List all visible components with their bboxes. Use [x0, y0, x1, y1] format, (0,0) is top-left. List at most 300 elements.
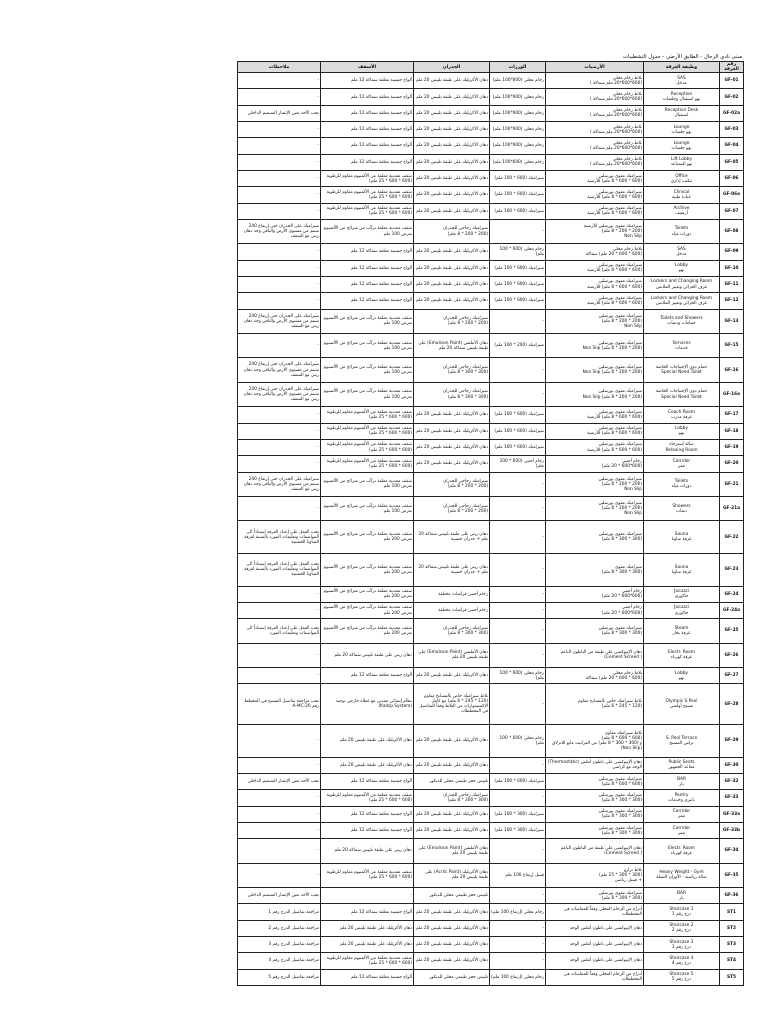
cell-room-function: Lobby بهو [644, 423, 720, 439]
cell-wall-finish: دهان الأكريليك على طبقة تلييس 20 ملم [414, 757, 490, 773]
cell-wall-finish: دهان الأكريليك على طبقة تلييس 20 ملم [414, 407, 490, 423]
cell-ceiling-finish: سقف معدنية معلقة من الألمنيوم مقاوم للرطوبة (600 * 600 * 25 ملم) [321, 423, 414, 439]
cell-ceiling-finish: سقف معدنية معلقة تركّب من شرائح من الألمنيوم بعرض 100 ملم [321, 358, 414, 382]
cell-room-code: GF-01 [720, 73, 744, 89]
cell-wall-finish: دهان الأكريليك على طبقة تلييس 20 ملم [414, 105, 490, 121]
cell-room-code: GF-16 [720, 358, 744, 382]
cell-notes: - [238, 293, 321, 309]
cell-wall-finish: سيراميك زجاجي للجدران (300 * 300 * 8 ملم) [414, 358, 490, 382]
cell-room-code: GF-15 [720, 333, 744, 357]
cell-ceiling-finish: ألواح جبسية معلقة سماكة 12 ملم [321, 774, 414, 790]
cell-room-code: GF-06 [720, 170, 744, 186]
cell-room-code: GF-18 [720, 423, 744, 439]
cell-wall-finish: دهان الأكريليك على طبقة تلييس 20 ملم [414, 73, 490, 89]
cell-notes: - [238, 757, 321, 773]
cell-notes: - [238, 863, 321, 887]
header-skirting: الوزرات [490, 62, 546, 73]
cell-skirting-finish: سيراميك (600 * 100 ملم) [490, 170, 546, 186]
cell-notes: مراجعة تفاصيل الدرج رقم 4 [238, 953, 321, 969]
table-row [238, 276, 744, 292]
cell-room-function: Lift Lobby بهو المصاعد [644, 154, 720, 170]
cell-room-function: Showers دشات [644, 496, 720, 520]
table-row [238, 863, 744, 887]
cell-ceiling-finish: ألواح جبسية معلقة سماكة 12 ملم [321, 122, 414, 138]
cell-ceiling-finish: سقف معدنية معلقة من الألمنيوم مقاوم للرطوبة (600 * 600 * 25 ملم) [321, 407, 414, 423]
cell-floor-finish: سيراميك مقوى (300 * 300 * 8 ملم) [546, 554, 644, 587]
cell-room-function: Heavy Weight - Gym صالة رياضية - الأوزان الثقيلة [644, 863, 720, 887]
cell-floor-finish: سيراميك مقوى بورسلين (600 * 600 * 8 ملم) للأرضية [546, 423, 644, 439]
cell-room-function: SAS مدخل [644, 244, 720, 260]
table-row [238, 293, 744, 309]
cell-wall-finish: دهان الأكريليك على طبقة تلييس 20 ملم [414, 154, 490, 170]
cell-wall-finish: دهان زيتي على طبقة تلييس سماكة 20 ملم + جدران خشبية [414, 554, 490, 587]
cell-wall-finish: دهان الأكريليك على طبقة تلييس 20 ملم [414, 122, 490, 138]
cell-floor-finish: سيراميك مقوى بورسلين للأرضية (200 * 200 * 8 ملم) Non Slip [546, 219, 644, 243]
cell-wall-finish: دهان الأكريليك على طبقة تلييس 20 ملم [414, 904, 490, 920]
cell-skirting-finish: سيراميك (600 * 100 ملم) [490, 260, 546, 276]
cell-room-code: GF-13 [720, 309, 744, 333]
finishes-table [237, 61, 744, 986]
cell-wall-finish: دهان الأكريليك على طبقة تلييس 20 ملم [414, 293, 490, 309]
cell-ceiling-finish: سقف معدنية معلقة تركّب من شرائح من الألمنيوم بعرض 200 ملم [321, 554, 414, 587]
cell-floor-finish: سيراميك مقوى بورسلين (200 * 200 * 8 ملم) Non Slip [546, 382, 644, 406]
cell-skirting-finish: - [490, 554, 546, 587]
cell-notes: سيراميك على الجدران حتى إرتفاع 240 سنتم من مستوى الأرض والباقي وجه دهان زيتي مع السقف [238, 309, 321, 333]
cell-room-code: GF-32 [720, 774, 744, 790]
cell-ceiling-finish: دهان الأكريليك على طبقة تلييس 20 ملم [321, 757, 414, 773]
cell-ceiling-finish: دهان الأكريليك على طبقة تلييس 20 ملم [321, 725, 414, 758]
cell-notes: - [238, 203, 321, 219]
cell-room-code: GF-02 [720, 89, 744, 105]
cell-wall-finish: دهان الأكريليك على طبقة تلييس 20 ملم [414, 822, 490, 838]
cell-ceiling-finish: سقف معدنية معلقة من الألمنيوم مقاوم للرطوبة (600 * 600 * 25 ملم) [321, 439, 414, 455]
cell-notes: يجب مراجعة تفاصيل المسبح في المخطط رقم A-MC-20 [238, 684, 321, 725]
cell-wall-finish: دهان الأكريليك على طبقة تلييس 20 ملم [414, 725, 490, 758]
cell-notes: - [238, 333, 321, 357]
cell-notes: سيراميك على الجدران حتى إرتفاع 240 سنتم من مستوى الأرض والباقي وجه دهان زيتي مع السقف [238, 358, 321, 382]
cell-room-function: Staircase 3 درج رقم 3 [644, 937, 720, 953]
cell-floor-finish: سيراميك مقوى بورسلين (200 * 200 * 8 ملم) Non Slip [546, 309, 644, 333]
cell-room-code: GF-06a [720, 187, 744, 203]
cell-ceiling-finish: سقف معدنية معلقة تركّب من شرائح من الألمنيوم بعرض 200 ملم [321, 521, 414, 554]
cell-room-code: GF-27 [720, 668, 744, 684]
cell-room-code: GF-33a [720, 806, 744, 822]
cell-notes: مراجعة تفاصيل الدرج رقم 3 [238, 937, 321, 953]
table-row [238, 888, 744, 904]
table-row [238, 904, 744, 920]
cell-notes: - [238, 244, 321, 260]
cell-room-code: GF-26 [720, 643, 744, 667]
cell-room-function: Jacuzzi جاكوزي [644, 586, 720, 602]
cell-ceiling-finish: سقف معدنية معلقة تركّب من شرائح من الألمنيوم بعرض 100 ملم [321, 333, 414, 357]
cell-skirting-finish: سيراميك (600 * 100 ملم) [490, 203, 546, 219]
cell-floor-finish: رخام أجنبي (600*600 * 20 ملم) [546, 586, 644, 602]
finishes-schedule-sheet [237, 53, 743, 986]
cell-room-function: حمام ذوي الإحتياجات الخاصة Special Need Toilet [644, 358, 720, 382]
table-row [238, 668, 744, 684]
table-row [238, 496, 744, 520]
cell-room-code: GF-23 [720, 554, 744, 587]
cell-wall-finish: سيراميك زجاجي للجدران (300 * 300 * 8 ملم) [414, 790, 490, 806]
cell-room-function: Jacuzzi جاكوزي [644, 602, 720, 618]
table-row [238, 774, 744, 790]
cell-room-code: GF-21 [720, 472, 744, 496]
cell-ceiling-finish: دهان زيتي على طبقة تلييس سماكة 20 ملم [321, 839, 414, 863]
cell-wall-finish: دهان الأكريليك (Acrlic Paint) على طبقة تلييس 20 ملم [414, 863, 490, 887]
cell-room-function: Office مكتب إداري [644, 170, 720, 186]
cell-room-function: Reception Desk استقبال [644, 105, 720, 121]
cell-wall-finish: دهان الأكريليك على طبقة تلييس 20 ملم [414, 806, 490, 822]
cell-notes: - [238, 187, 321, 203]
cell-wall-finish: رخام أجنبي فراشات مختلفة [414, 586, 490, 602]
cell-floor-finish: رخام أجنبي (600*600 * 20 ملم) [546, 602, 644, 618]
cell-wall-finish: تلبيس حجر طبيعي محلي للديكور [414, 969, 490, 985]
cell-wall-finish: تلبيس حجر طبيعي محلي للديكور [414, 774, 490, 790]
cell-skirting-finish: سيراميك (600 * 100 ملم) [490, 293, 546, 309]
cell-skirting-finish: - [490, 602, 546, 618]
cell-room-code: ST3 [720, 937, 744, 953]
cell-wall-finish: بلاط سيراميك خاص بالمسابح مقاوم (120 * 245 * 6 ملم) مع كامل الإكسسوارات من البلاط وفقاً للتفاصيل في المخططات [414, 684, 490, 725]
cell-ceiling-finish: سقف معدنية معلقة من الألمنيوم مقاوم للرطوبة (600 * 600 * 25 ملم) [321, 456, 414, 472]
table-row [238, 309, 744, 333]
cell-floor-finish: بلاط رخام محلي (600*600*20 ملم سماكة ) [546, 105, 644, 121]
cell-ceiling-finish: دهان الأكريليك على طبقة تلييس 20 ملم [321, 937, 414, 953]
cell-wall-finish: سيراميك زجاجي للجدران (300 * 300 * 8 ملم) [414, 619, 490, 643]
header-room-code: رقم الغرفة [720, 62, 744, 73]
cell-notes: - [238, 643, 321, 667]
cell-floor-finish: بلاط رخام محلي (600 * 600 * 20 ملم) سماكة [546, 668, 644, 684]
cell-wall-finish: دهان الأكريليك على طبقة تلييس 20 ملم [414, 187, 490, 203]
cell-room-function: S. Pool Terrace تراس المسبح [644, 725, 720, 758]
cell-ceiling-finish: ألواح جبسية معلقة سماكة 12 ملم [321, 154, 414, 170]
cell-wall-finish: دهان الأكريليك على طبقة تلييس 20 ملم [414, 244, 490, 260]
cell-floor-finish: بلاط رخام محلي (600*600*20 ملم سماكة ) [546, 154, 644, 170]
table-row [238, 154, 744, 170]
cell-ceiling-finish: ألواح جبسية معلقة سماكة 12 ملم [321, 293, 414, 309]
header-walls: الجدران [414, 62, 490, 73]
cell-notes: - [238, 407, 321, 423]
table-row [238, 806, 744, 822]
cell-wall-finish: دهان الأكريليك على طبقة تلييس 20 ملم [414, 276, 490, 292]
cell-ceiling-finish: سقف معدنية معلقة من الألمنيوم مقاوم للرطوبة (600 * 600 * 25 ملم) [321, 790, 414, 806]
table-row [238, 170, 744, 186]
cell-notes: سيراميك على الجدران حتى إرتفاع 240 سنتم من مستوى الأرض والباقي وجه دهان زيتي مع السقف [238, 382, 321, 406]
cell-ceiling-finish: ألواح جبسية معلقة سماكة 12 ملم [321, 260, 414, 276]
table-row [238, 358, 744, 382]
cell-wall-finish: رخام أجنبي فراشات مختلفة [414, 602, 490, 618]
cell-room-function: Electr. Room غرفة كهرباء [644, 643, 720, 667]
cell-skirting-finish: فينيل إرتفاع 100 ملم [490, 863, 546, 887]
cell-ceiling-finish: ألواح جبسية معلقة سماكة 12 ملم [321, 89, 414, 105]
cell-wall-finish: سيراميك زجاجي للجدران (200 * 200 * 8 ملم) [414, 496, 490, 520]
cell-notes: سيراميك على الجدران حتى إرتفاع 240 سنتم من مستوى الأرض والباقي وجه دهان زيتي مع السقف [238, 219, 321, 243]
table-row [238, 122, 744, 138]
cell-room-code: GF-22 [720, 521, 744, 554]
cell-skirting-finish: سيراميك (600 * 100 ملم) [490, 439, 546, 455]
cell-floor-finish: سيراميك مقوى بورسلين (600 * 600 * 8 ملم) للأرضية [546, 276, 644, 292]
cell-notes: مراجعة تفاصيل الدرج رقم 5 [238, 969, 321, 985]
cell-notes: يجب الأخذ بعين الإعتبار التصميم الداخلي [238, 774, 321, 790]
table-body [238, 73, 744, 986]
cell-room-code: GF-30 [720, 757, 744, 773]
cell-skirting-finish: - [490, 496, 546, 520]
table-row [238, 260, 744, 276]
cell-wall-finish: دهان الأكريليك على طبقة تلييس 20 ملم [414, 260, 490, 276]
cell-ceiling-finish: سقف معدنية معلقة تركّب من شرائح من الألمنيوم بعرض 100 ملم [321, 496, 414, 520]
cell-notes: - [238, 154, 321, 170]
cell-skirting-finish: - [490, 382, 546, 406]
cell-floor-finish: سيراميك مقوى بورسلين (200 * 200 * 8 ملم) Non Slip [546, 472, 644, 496]
cell-skirting-finish: رخام محلي (إرتفاع 100 ملم) [490, 969, 546, 985]
cell-skirting-finish: - [490, 953, 546, 969]
cell-wall-finish: سيراميك زجاجي للجدران (200 * 200 * 8 ملم) [414, 472, 490, 496]
cell-ceiling-finish: ألواح جبسية معلقة سماكة 12 ملم [321, 806, 414, 822]
table-row [238, 953, 744, 969]
cell-ceiling-finish: ألواح جبسية معلقة سماكة 12 ملم [321, 822, 414, 838]
cell-skirting-finish: - [490, 920, 546, 936]
cell-wall-finish: سيراميك زجاجي للجدران (300 * 300 * 8 ملم) [414, 382, 490, 406]
table-row [238, 456, 744, 472]
cell-room-code: GF-07 [720, 203, 744, 219]
cell-room-function: Sauna غرفة ساونا [644, 554, 720, 587]
table-row [238, 790, 744, 806]
cell-notes: - [238, 423, 321, 439]
cell-room-code: GF-35 [720, 863, 744, 887]
cell-room-function: Lobby بهو [644, 668, 720, 684]
table-row [238, 203, 744, 219]
cell-room-function: صالة إسترخاء Relaxing Room [644, 439, 720, 455]
cell-ceiling-finish: ألواح جبسية معلقة سماكة 12 ملم [321, 276, 414, 292]
cell-room-code: GF-21a [720, 496, 744, 520]
table-row [238, 757, 744, 773]
cell-notes: - [238, 276, 321, 292]
cell-room-code: GF-04 [720, 138, 744, 154]
cell-skirting-finish: - [490, 839, 546, 863]
cell-room-function: Lounge بهو جلسات [644, 122, 720, 138]
cell-skirting-finish: رخام محلي (600*100 ملم) [490, 89, 546, 105]
cell-wall-finish: دهان الأكريليك على طبقة تلييس 20 ملم [414, 89, 490, 105]
cell-ceiling-finish: سقف معدنية معلقة من الألمنيوم مقاوم للرطوبة (600 * 600 * 25 ملم) [321, 863, 414, 887]
cell-notes: - [238, 260, 321, 276]
cell-floor-finish: سيراميك مقوى بورسلين (600 * 600 * 8 ملم) للأرضية [546, 293, 644, 309]
cell-room-code: GF-17 [720, 407, 744, 423]
cell-notes: - [238, 602, 321, 618]
cell-floor-finish: سيراميك مقوى بورسلين (300 * 300 * 8 ملم) [546, 521, 644, 554]
cell-ceiling-finish: ألواح جبسية معلقة سماكة 12 ملم [321, 969, 414, 985]
cell-floor-finish: دهان الإيبوكسي على طبقة من الباطون الناعم ( Cement Screed) [546, 839, 644, 863]
cell-floor-finish: سيراميك مقوى بورسلين (300 * 300 * 8 ملم) [546, 790, 644, 806]
cell-room-code: GF-10 [720, 260, 744, 276]
table-row [238, 619, 744, 643]
cell-floor-finish: بلاط سيراميك مقاوم (600 * 600 * 8 ملم) و (300 * 300 * 8 ملم) من الفرانيت مانع للانزلاق (Non Slip) [546, 725, 644, 758]
cell-skirting-finish: رخام محلي (600 * 100 ملم) [490, 668, 546, 684]
table-row [238, 219, 744, 243]
cell-room-code: ST2 [720, 920, 744, 936]
table-row [238, 937, 744, 953]
cell-notes: - [238, 790, 321, 806]
table-row [238, 554, 744, 587]
cell-notes: - [238, 822, 321, 838]
table-row [238, 920, 744, 936]
cell-skirting-finish: رخام محلي (600*100 ملم) [490, 138, 546, 154]
table-row [238, 643, 744, 667]
cell-ceiling-finish: سقف معدنية معلقة تركّب من شرائح من الألمنيوم بعرض 100 ملم [321, 309, 414, 333]
cell-room-code: GF-24 [720, 586, 744, 602]
table-row [238, 333, 744, 357]
cell-notes: مراجعة تفاصيل الدرج رقم 1 [238, 904, 321, 920]
cell-floor-finish: أدراج من الرخام المحلي وفقاً للمقاسات في المخططات [546, 904, 644, 920]
cell-notes: سيراميك على الجدران حتى إرتفاع 240 سنتم من مستوى الأرض والباقي وجه دهان زيتي مع السقف [238, 472, 321, 496]
cell-floor-finish: سيراميك مقوى بورسلين (600 * 600 * 8 ملم) للأرضية [546, 439, 644, 455]
cell-notes: - [238, 122, 321, 138]
cell-room-code: ST5 [720, 969, 744, 985]
cell-wall-finish: دهان الأكريليك على طبقة تلييس 20 ملم [414, 937, 490, 953]
table-row [238, 187, 744, 203]
cell-floor-finish: بلاط رخام محلي (600*600*20 ملم سماكة ) [546, 89, 644, 105]
header-ceilings: الأسقف [321, 62, 414, 73]
cell-floor-finish: سيراميك مقوى بورسلين (600 * 600 * 8 ملم) للأرضية [546, 187, 644, 203]
table-row [238, 822, 744, 838]
cell-ceiling-finish: ألواح جبسية معلقة سماكة 12 ملم [321, 668, 414, 684]
cell-room-function: Lobby بهو [644, 260, 720, 276]
cell-notes: - [238, 586, 321, 602]
cell-room-function: Electr. Room غرفة كهرباء [644, 839, 720, 863]
cell-room-function: Corridor ممر [644, 806, 720, 822]
cell-skirting-finish: - [490, 219, 546, 243]
cell-ceiling-finish: سقف معدنية معلقة من الألمنيوم مقاوم للرطوبة (600 * 600 * 25 ملم) [321, 953, 414, 969]
cell-room-function: Staircase 5 درج رقم 5 [644, 969, 720, 985]
cell-notes: - [238, 73, 321, 89]
cell-skirting-finish: سيراميك (600 * 100 ملم) [490, 187, 546, 203]
cell-ceiling-finish: سقف معدنية معلقة من الألمنيوم مقاوم للرطوبة (600 * 600 * 25 ملم) [321, 170, 414, 186]
cell-floor-finish: سيراميك مقوى بورسلين (600 * 600 * 8 ملم) للأرضية [546, 203, 644, 219]
cell-floor-finish: بلاط سيراميك خاص بالمسابح مقاوم (120 * 245 * 6 ملم) [546, 684, 644, 725]
cell-room-function: Public Seats مقاعد الجمهور [644, 757, 720, 773]
cell-room-function: Archive أرشيف [644, 203, 720, 219]
cell-notes: - [238, 496, 321, 520]
cell-skirting-finish: سيراميك (300 * 100 ملم) [490, 822, 546, 838]
header-room-function: وظيفة الغرفة [644, 62, 720, 73]
cell-room-function: Coach Room غرفة مدرب [644, 407, 720, 423]
cell-skirting-finish: رخام محلي (600*100 ملم) [490, 154, 546, 170]
cell-room-function: Staircase 1 درج رقم 1 [644, 904, 720, 920]
cell-notes: - [238, 170, 321, 186]
cell-wall-finish: دهان الأكريليك على طبقة تلييس 20 ملم [414, 203, 490, 219]
document-title: مبنى نادي الرجال - الطابق الأرضي - جدول التشطيبات [623, 54, 742, 60]
cell-ceiling-finish: نظام إنشائي معدني مع غطاء خارجي توجيه (Kalzip System) [321, 684, 414, 725]
cell-skirting-finish: سيراميك (300 * 100 ملم) [490, 806, 546, 822]
cell-wall-finish: دهان الأملشن (Emulsion Paint) على طبقة تلييس 20 ملم [414, 839, 490, 863]
cell-skirting-finish: - [490, 472, 546, 496]
cell-ceiling-finish: سقف معدنية معلقة من الألمنيوم مقاوم للرطوبة (600 * 600 * 25 ملم) [321, 187, 414, 203]
cell-floor-finish: أدراج من الرخام المحلي وفقاً للمقاسات في المخططات [546, 969, 644, 985]
cell-wall-finish: دهان الأكريليك على طبقة تلييس 20 ملم [414, 423, 490, 439]
cell-wall-finish: دهان زيتي على طبقة تلييس سماكة 20 ملم + جدران خشبية [414, 521, 490, 554]
table-row [238, 586, 744, 602]
cell-skirting-finish: - [490, 586, 546, 602]
cell-floor-finish: دهان الإيبوكسي على طبقة من الباطون الناعم ( Cement Screed) [546, 643, 644, 667]
cell-wall-finish: دهان الأكريليك على طبقة تلييس 20 ملم [414, 138, 490, 154]
cell-floor-finish: بلاط رخام محلي (600*600*20 ملم سماكة ) [546, 122, 644, 138]
cell-floor-finish: سيراميك مقوى بورسلين (200 * 200 * 8 ملم) Non Slip [546, 496, 644, 520]
cell-skirting-finish: سيراميك (600 * 100 ملم) [490, 276, 546, 292]
cell-room-code: GF-29 [720, 725, 744, 758]
cell-room-function: BAR بار [644, 888, 720, 904]
table-row [238, 472, 744, 496]
cell-ceiling-finish: سقف معدنية معلقة تركّب من شرائح من الألمنيوم بعرض 100 ملم [321, 219, 414, 243]
cell-floor-finish: دهان الإيبوكسي على باطون أملس الوجه [546, 920, 644, 936]
table-row [238, 407, 744, 423]
cell-skirting-finish: - [490, 619, 546, 643]
cell-wall-finish: دهان الأكريليك على طبقة تلييس 20 ملم [414, 953, 490, 969]
cell-room-function: Steam غرفة بخار [644, 619, 720, 643]
cell-ceiling-finish: ألواح جبسية معلقة سماكة 12 ملم [321, 904, 414, 920]
cell-skirting-finish: رخام محلي (600*100 ملم) [490, 105, 546, 121]
cell-room-code: GF-33 [720, 790, 744, 806]
cell-skirting-finish: رخام محلي (إرتفاع 100 ملم) [490, 904, 546, 920]
table-row [238, 382, 744, 406]
cell-notes: يجب العمل على إعداد الغرفة إستناداً الى المواصفات وتعليمات المورد بالنسبة لغرفة الساونا الخشبية [238, 554, 321, 587]
cell-room-code: GF-33b [720, 822, 744, 838]
header-notes: ملاحظات [238, 62, 321, 73]
cell-ceiling-finish: دهان الأكريليك على طبقة تلييس 20 ملم [321, 920, 414, 936]
cell-room-code: ST4 [720, 953, 744, 969]
cell-notes: - [238, 806, 321, 822]
cell-room-code: GF-20 [720, 456, 744, 472]
cell-ceiling-finish: ألواح جبسية معلقة سماكة 12 ملم [321, 73, 414, 89]
cell-room-function: Staircase 4 درج رقم 4 [644, 953, 720, 969]
cell-skirting-finish: - [490, 888, 546, 904]
header-row [238, 62, 744, 73]
cell-room-code: GF-02a [720, 105, 744, 121]
cell-skirting-finish: رخام محلي (600 * 100 ملم) [490, 244, 546, 260]
cell-notes: - [238, 439, 321, 455]
cell-notes: مراجعة تفاصيل الدرج رقم 2 [238, 920, 321, 936]
cell-ceiling-finish: - [321, 888, 414, 904]
table-row [238, 602, 744, 618]
cell-room-function: Olympic S.Pool مسبح أولمبي [644, 684, 720, 725]
cell-skirting-finish: - [490, 358, 546, 382]
cell-skirting-finish: - [490, 309, 546, 333]
cell-ceiling-finish: سقف معدنية معلقة تركّب من شرائح من الألمنيوم بعرض 200 ملم [321, 586, 414, 602]
table-row [238, 684, 744, 725]
cell-wall-finish: دهان الأكريليك على طبقة تلييس 20 ملم [414, 668, 490, 684]
cell-floor-finish: بلاط رخام محلي (600*600*20 ملم سماكة ) [546, 73, 644, 89]
table-row [238, 969, 744, 985]
cell-ceiling-finish: ألواح جبسية معلقة سماكة 12 ملم [321, 105, 414, 121]
cell-notes: - [238, 668, 321, 684]
table-row [238, 423, 744, 439]
cell-room-function: Corridor ممر [644, 822, 720, 838]
cell-wall-finish: دهان الأكريليك على طبقة تلييس 20 ملم [414, 920, 490, 936]
cell-room-code: GF-24a [720, 602, 744, 618]
cell-notes: يجب العمل على إعداد الغرفة إستناداً الى المواصفات وتعليمات المورد [238, 619, 321, 643]
cell-notes: يجب الأخذ بعين الإعتبار التصميم الداخلي [238, 105, 321, 121]
cell-floor-finish: سيراميك مقوى بورسلين (600 * 600 * 8 ملم) للأرضية [546, 170, 644, 186]
cell-floor-finish: بلاط ترازو (300 * 300 * 25 ملم) + فينيل رياضي [546, 863, 644, 887]
cell-wall-finish: سيراميك زجاجي للجدران (200 * 200 * 8 ملم) [414, 309, 490, 333]
cell-floor-finish: دهان الإيبوكسي على باطون أملس (Thermostatic) الوجه مع كراسي [546, 757, 644, 773]
cell-room-function: SAS مدخل [644, 73, 720, 89]
cell-notes: - [238, 456, 321, 472]
cell-room-function: Reception بهو استقبال وجلسات [644, 89, 720, 105]
cell-notes: - [238, 725, 321, 758]
cell-ceiling-finish: سقف معدنية معلقة تركّب من شرائح من الألمنيوم بعرض 200 ملم [321, 602, 414, 618]
cell-skirting-finish: - [490, 684, 546, 725]
cell-skirting-finish: - [490, 643, 546, 667]
cell-floor-finish: بلاط رخام محلي (600*600*20 ملم سماكة ) [546, 138, 644, 154]
cell-ceiling-finish: ألواح جبسية معلقة سماكة 12 ملم [321, 244, 414, 260]
